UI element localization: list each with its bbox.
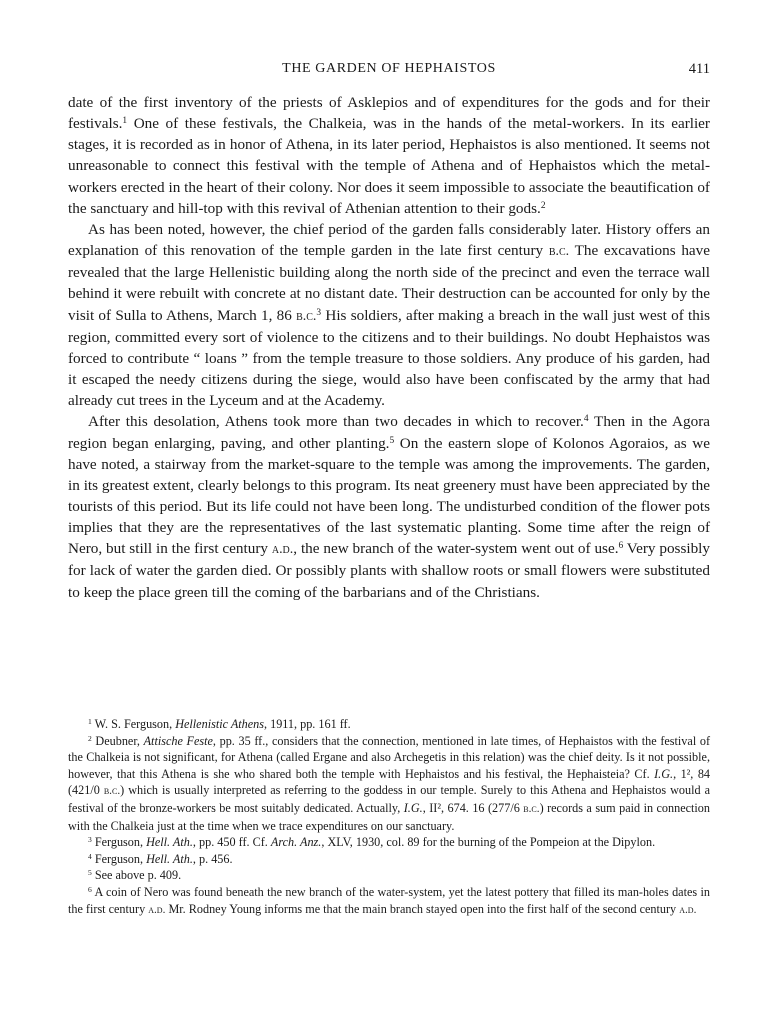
footnote-ref-6: 6 [618,541,624,552]
footnote-ref-5: 5 [389,435,395,446]
era-abbrev: b.c. [548,244,570,260]
footnote-4: $^4$ Ferguson, Hell. Ath., p. 456. [88,851,233,866]
paragraph-3: After this desolation, Athens took more than two decades in which to recover.$^4$ Then in the Agora region began enlarging, paving, and other planting.$^5$ On the eastern slope of Kolonos Agoraios, as we have noted, a stairway from the market-square to the temple was among the improvements. The garden, in its greatest extent, clearly belongs to this program. Its neat greenery must have been appreciated by the tourists of this period. But its life could not have been long. The undisturbed condition of the flower pots implies that they are the representatives of the last systematic planting. Some time after the reign of Nero, but still in the first century a.d., the new branch of the water-system went out of use.$^6$ Very possibly for lack of water the garden died. Or possibly plants with shallow roots or small flowers were substituted to keep the place green till the coming of the barbarians and of the Christians. [68,413,710,601]
footnote-ref-1: 1 [122,115,128,126]
footnotes [68,716,710,918]
footnote-1: $^1$ W. S. Ferguson, Hellenistic Athens, 1911, pp. 161 ff. [88,716,351,731]
footnote-6: $^6$ A coin of Nero was found beneath the new branch of the water-system, yet the latest pottery that filled its man-holes dates in the first century a.d. Mr. Rodney Young informs me that the main branch stayed open into the first half of the second century a.d. [68,884,710,916]
footnote-3: $^3$ Ferguson, Hell. Ath., pp. 450 ff. Cf. Arch. Anz., XLV, 1930, col. 89 for the burning of the Pompeion at the Dipylon. [88,835,656,850]
footnote-2: $^2$ Deubner, Attische Feste, pp. 35 ff., considers that the connection, mentioned in late times, of Hephaistos with the festival of the Chalkeia is not significant, for Athena (called Ergane and also Archegetis in this relation) was the chief deity. Is it not possible, however, that this Athena is she who shared both the temple with Hephaistos and his festival, the Hephaisteia? Cf. I.G., 1², 84 (421/0 b.c.) which is usually interpreted as referring to the goddess in our temple. Surely to this Athena and Hephaistos would a festival of the bronze-workers be most suitably dedicated. Actually, I.G., II², 674. 16 (277/6 b.c.) records a sum paid in connection with the Chalkeia just at the time when we trace expenditures on our sanctuary. [68,733,711,833]
paragraph-2: As has been noted, however, the chief period of the garden falls considerably later. History offers an explanation of this renovation of the temple garden in the late first century b.c. The excavations have revealed that the large Hellenistic building along the north side of the precinct and even the terrace wall behind it were rebuilt with concrete at no distant date. Their destruction can be accounted for only by the visit of Sulla to Athens, March 1, 86 b.c.$^3$ His soldiers, after making a breach in the wall just west of this region, committed every sort of violence to the citizens and to their buildings. No doubt Hephaistos was forced to contribute “ loans ” from the temple treasure to those soldiers. Any produce of his garden, had it escaped the needy citizens during the siege, would also have been confiscated by the army that had already cut trees in the Lyceum and at the Academy. [68,220,710,410]
era-abbrev: a.d. [271,542,294,558]
footnote-ref-4: 4 [583,414,589,425]
page-number: 411 [688,61,710,77]
paragraph-1: date of the first inventory of the priests of Asklepios and of expenditures for the gods and for their festivals.$^1$ One of these festivals, the Chalkeia, was in the hands of the metal-workers. In its earlier stages, it is recorded as in honor of Athena, in its later period, Hephaistos is also mentioned. It seems not unreasonable to connect this festival with the temple of Athena and of Hephaistos which the metal-workers erected in the heart of their colony. Nor does it seem impossible to associate the beautification of the sanctuary and hill-top with this revival of Athenian attention to their gods.$^2$ [68,94,710,217]
footnote-ref-2: 2 [540,200,546,211]
era-abbrev: b.c. [296,308,317,324]
footnote-5: $^5$ See above p. 409. [88,868,182,883]
footnote-ref-3: 3 [316,307,322,318]
page-header [68,59,710,79]
body-text [68,92,710,603]
running-title: THE GARDEN OF HEPHAISTOS [282,61,496,76]
